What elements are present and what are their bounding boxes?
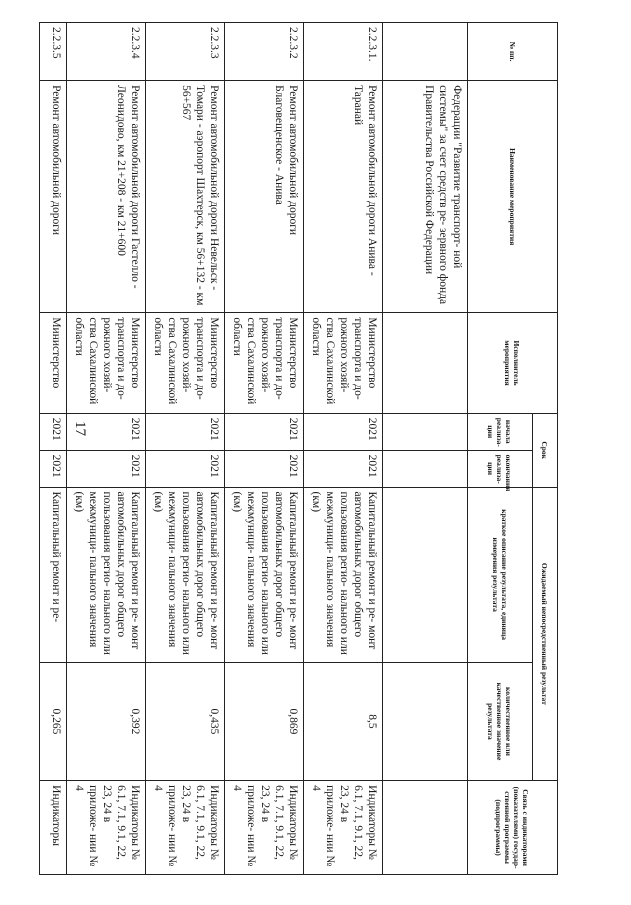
header-term: Срок <box>533 413 558 487</box>
cell-start: 2021 <box>225 413 304 450</box>
cell-name: Ремонт автомобильной дороги Гастелло - Леонидово, км 21+208 - км 21+600 <box>67 81 146 313</box>
cell-end: 2021 <box>304 450 383 487</box>
cell-value <box>383 662 468 780</box>
cell-num: 2.2.3.4 <box>67 23 146 81</box>
cell-link: Индикаторы № 6.1, 7.1, 9.1, 22, 23, 24 в приложе- нии № 4 <box>304 781 383 875</box>
cell-executor: Министерство транспорта и до- рожного хозяй- ства Сахалинской области <box>225 313 304 413</box>
cell-value: 8,5 <box>304 662 383 780</box>
table-row <box>40 23 67 875</box>
cell-start: 2021 <box>146 413 225 450</box>
header-result-desc: краткое описание результата, единица измерения результата <box>468 487 533 662</box>
header-term-end: окончания реализа- ции <box>468 450 533 487</box>
cell-executor <box>383 313 468 413</box>
cell-end: 2021 <box>146 450 225 487</box>
cell-end: 2021 <box>225 450 304 487</box>
cell-num <box>383 23 468 81</box>
cell-end <box>383 450 468 487</box>
cell-value: 0,265 <box>40 662 67 780</box>
cell-num: 2.2.3.2 <box>225 23 304 81</box>
table-row <box>304 23 383 875</box>
cell-start: 2021 <box>67 413 146 450</box>
cell-executor: Министерство транспорта и до- рожного хозяй- ства Сахалинской области <box>67 313 146 413</box>
cell-name: Ремонт автомобильной дороги <box>40 81 67 313</box>
cell-value: 0,392 <box>67 662 146 780</box>
cell-desc: Капитальный ремонт и ре- монт автомобильных дорог общего пользования регио- нального или межмуници- пального значения (км) <box>225 487 304 662</box>
cell-link: Индикаторы № 6.1, 7.1, 9.1, 22, 23, 24 в приложе- нии № 4 <box>67 781 146 875</box>
header-term-start: начала реализа- ции <box>468 413 533 450</box>
cell-name: Ремонт автомобильной дороги Невельск - Томари - аэропорт Шахтерск, км 56+132 - км 56+567 <box>146 81 225 313</box>
cell-link: Индикаторы № 6.1, 7.1, 9.1, 22, 23, 24 в приложе- нии № 4 <box>225 781 304 875</box>
table-row <box>383 23 468 875</box>
cell-desc: Капитальный ремонт и ре- монт автомобильных дорог общего пользования регио- нального или межмуници- пального значения (км) <box>304 487 383 662</box>
cell-executor: Министерство <box>40 313 67 413</box>
rotated-table-container <box>50 22 558 875</box>
header-executor: Исполнитель мероприятия <box>468 313 558 413</box>
header-name: Наименование мероприятия <box>468 81 558 313</box>
cell-executor: Министерство транспорта и до- рожного хозяй- ства Сахалинской области <box>146 313 225 413</box>
cell-link <box>383 781 468 875</box>
cell-desc <box>383 487 468 662</box>
measures-table <box>39 22 558 875</box>
table-row <box>146 23 225 875</box>
header-result: Ожидаемый непосредственный результат <box>533 487 558 781</box>
cell-value: 0,869 <box>225 662 304 780</box>
cell-desc: Капитальный ремонт и ре- <box>40 487 67 662</box>
cell-num: 2.2.3.1. <box>304 23 383 81</box>
cell-name: Ремонт автомобильной дороги Анива - Таранай <box>304 81 383 313</box>
cell-name: Федерации "Развитие транспорт- ной системы" за счет средств ре- зервного фонда Правительства Российской Федерации <box>383 81 468 313</box>
cell-start: 2021 <box>40 413 67 450</box>
cell-num: 2.2.3.3 <box>146 23 225 81</box>
cell-num: 2.2.3.5 <box>40 23 67 81</box>
header-num: № пп. <box>468 23 558 81</box>
cell-desc: Капитальный ремонт и ре- монт автомобильных дорог общего пользования регио- нального или межмуници- пального значения (км) <box>146 487 225 662</box>
cell-name: Ремонт автомобильной дороги Благовещенское - Анива <box>225 81 304 313</box>
cell-start: 2021 <box>304 413 383 450</box>
header-row <box>533 23 558 875</box>
cell-end: 2021 <box>40 450 67 487</box>
cell-executor: Министерство транспорта и до- рожного хозяй- ства Сахалинской области <box>304 313 383 413</box>
cell-start <box>383 413 468 450</box>
cell-link: Индикаторы <box>40 781 67 875</box>
table-row <box>225 23 304 875</box>
header-result-value: количественное или качественное значение результата <box>468 662 533 780</box>
table-row <box>67 23 146 875</box>
header-link: Связь с индикаторами (показателями) государ- ственной программы (подпрограммы) <box>468 781 558 875</box>
cell-value: 0,435 <box>146 662 225 780</box>
page-number: 17 <box>72 421 88 436</box>
cell-end: 2021 <box>67 450 146 487</box>
cell-desc: Капитальный ремонт и ре- монт автомобильных дорог общего пользования регио- нального или межмуници- пального значения (км) <box>67 487 146 662</box>
cell-link: Индикаторы № 6.1, 7.1, 9.1, 22, 23, 24 в приложе- нии № 4 <box>146 781 225 875</box>
